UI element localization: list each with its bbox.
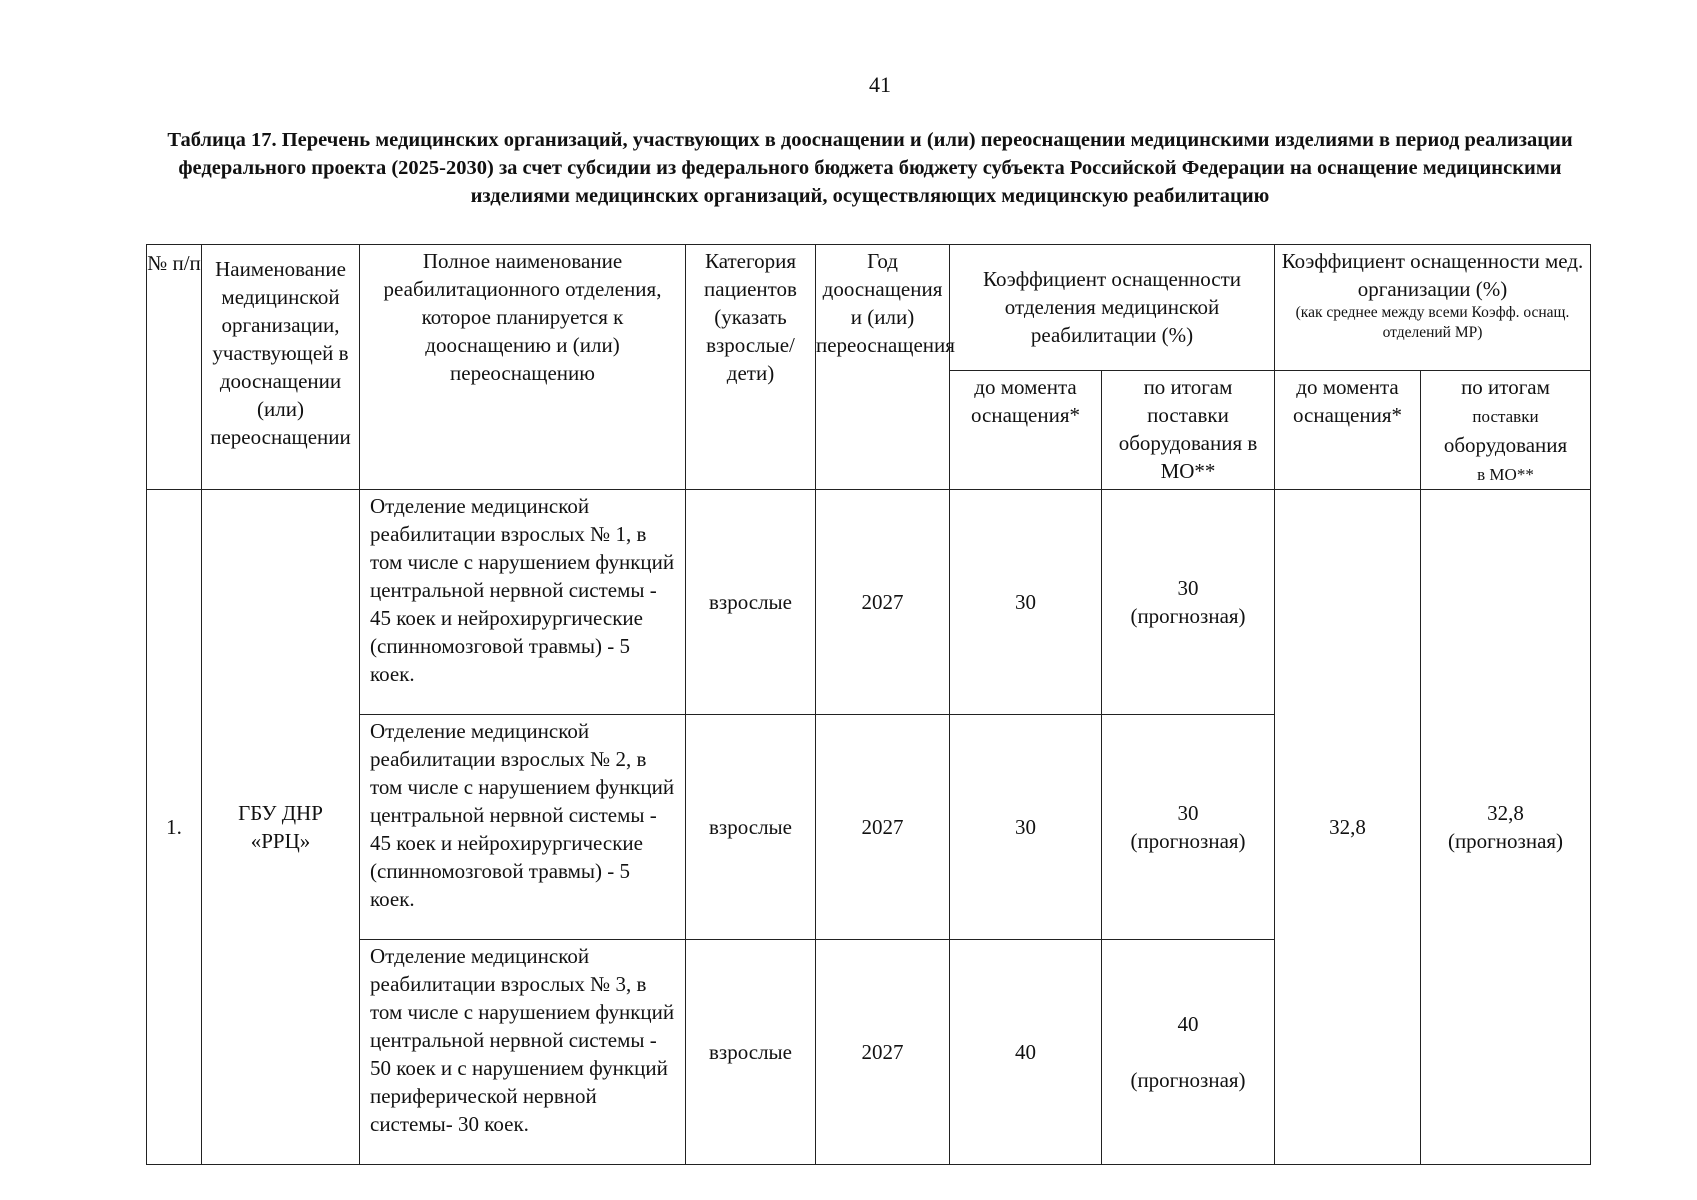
header-org-after-line4: в МО** [1477, 465, 1534, 484]
department-coef-after [1102, 715, 1275, 940]
header-org-coefficient-note: (как среднее между всеми Коэфф. оснащ. отделений МР) [1295, 304, 1570, 341]
header-org-before: до момента оснащения* [1275, 371, 1421, 490]
page-number: 41 [869, 72, 891, 97]
department-category: взрослые [686, 715, 816, 940]
header-org-after [1421, 371, 1591, 490]
department-category: взрослые [686, 490, 816, 715]
header-year: Год дооснащения и (или) переоснащения [816, 245, 950, 490]
department-coef-after-note: (прогнозная) [1130, 829, 1246, 853]
department-coef-after-note: (прогнозная) [1130, 604, 1246, 628]
department-coef-after [1102, 490, 1275, 715]
department-coef-before: 40 [950, 940, 1102, 1165]
header-org-coefficient [1275, 245, 1591, 371]
department-name: Отделение медицинской реабилитации взрослых № 1, в том числе с нарушением функций центральной нервной системы - 45 коек и нейрохирургические (спинномозговой травмы) - 5 коек. [360, 490, 686, 715]
header-organization: Наименование медицинской организации, участвующей в дооснащении (или) переоснащении [202, 245, 360, 490]
department-year: 2027 [816, 490, 950, 715]
department-year: 2027 [816, 715, 950, 940]
organization-name-line1: ГБУ ДНР [238, 801, 323, 825]
org-coef-after-note: (прогнозная) [1447, 829, 1564, 853]
header-dept-coefficient: Коэффициент оснащенности отделения медицинской реабилитации (%) [950, 245, 1275, 371]
org-coef-after-value: 32,8 [1487, 801, 1524, 825]
row-number: 1. [147, 490, 202, 1165]
department-name: Отделение медицинской реабилитации взрослых № 3, в том числе с нарушением функций центральной нервной системы - 50 коек и с нарушением функций периферической нервной системы- 30 коек. [360, 940, 686, 1165]
header-category: Категория пациентов (указать взрослые/ дети) [686, 245, 816, 490]
department-coef-after [1102, 940, 1275, 1165]
department-year: 2027 [816, 940, 950, 1165]
department-coef-after-value: 40 [1177, 1012, 1199, 1036]
organization-name [202, 490, 360, 1165]
department-category: взрослые [686, 940, 816, 1165]
organizations-table [146, 244, 1591, 1165]
header-org-after-line1: по итогам [1461, 375, 1550, 399]
header-dept-before: до момента оснащения* [950, 371, 1102, 490]
org-coef-after [1421, 490, 1591, 1165]
header-row-1 [147, 245, 1591, 371]
organization-name-line2: «РРЦ» [250, 829, 311, 853]
table-title: Таблица 17. Перечень медицинских организаций, участвующих в дооснащении и (или) переоснащении медицинскими изделиями в период реализации федерального проекта (2025-2030) за счет субсидии из федерального бюджета бюджету субъекта Российской Федерации на оснащение медицинскими изделиями медицинских организаций, осуществляющих медицинскую реабилитацию [167, 129, 1573, 207]
header-org-after-line3: оборудования [1443, 433, 1568, 457]
department-coef-before: 30 [950, 490, 1102, 715]
department-coef-after-note: (прогнозная) [1130, 1068, 1246, 1092]
header-full-name: Полное наименование реабилитационного отделения, которое планируется к дооснащению и (или) переоснащению [360, 245, 686, 490]
header-org-after-line2: поставки [1472, 407, 1539, 426]
department-name: Отделение медицинской реабилитации взрослых № 2, в том числе с нарушением функций центральной нервной системы - 45 коек и нейрохирургические (спинномозговой травмы) - 5 коек. [360, 715, 686, 940]
table-row [147, 490, 1591, 715]
department-coef-after-value: 30 [1177, 801, 1199, 825]
org-coef-before: 32,8 [1275, 490, 1421, 1165]
department-coef-before: 30 [950, 715, 1102, 940]
department-coef-after-value: 30 [1177, 576, 1199, 600]
header-dept-after: по итогам поставки оборудования в МО** [1102, 371, 1275, 490]
header-org-coefficient-label: Коэффициент оснащенности мед. организации (%) [1281, 249, 1584, 301]
header-num: № п/п [147, 245, 202, 490]
